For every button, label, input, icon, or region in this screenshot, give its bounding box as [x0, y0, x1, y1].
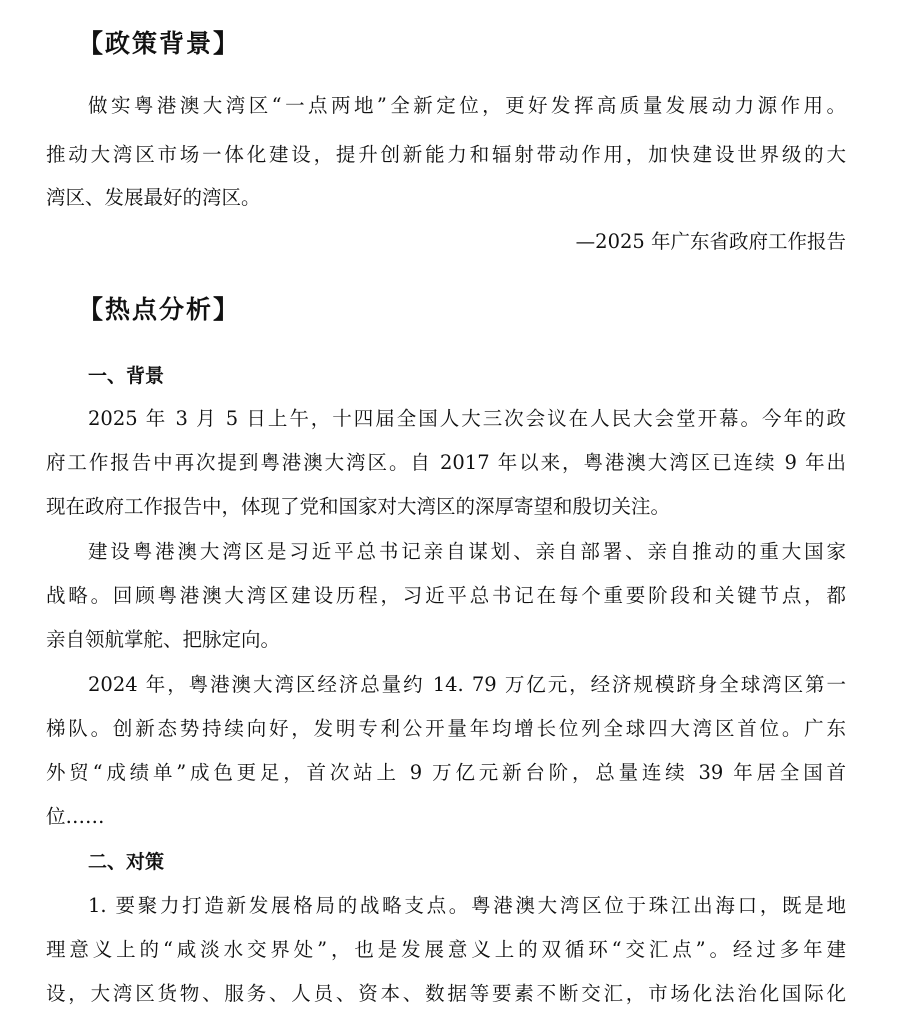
paragraph-line: 建设粤港澳大湾区是习近平总书记亲自谋划、亲自部署、亲自推动的重大国家 [88, 540, 846, 563]
hotspot-analysis-title: 【热点分析】 [78, 295, 241, 324]
paragraph-line: 府工作报告中再次提到粤港澳大湾区。自 2017 年以来，粤港澳大湾区已连续 9 年出 [46, 451, 846, 474]
quote-line: 推动大湾区市场一体化建设，提升创新能力和辐射带动作用，加快建设世界级的大 [46, 143, 846, 166]
policy-background-title: 【政策背景】 [78, 29, 241, 58]
quote-line: 湾区、发展最好的湾区。 [46, 186, 261, 209]
paragraph-line: 2025 年 3 月 5 日上午，十四届全国人大三次会议在人民大会堂开幕。今年的政 [88, 407, 846, 430]
paragraph-line: 战略。回顾粤港澳大湾区建设历程，习近平总书记在每个重要阶段和关键节点，都 [46, 584, 846, 607]
paragraph-line: 1. 要聚力打造新发展格局的战略支点。粤港澳大湾区位于珠江出海口，既是地 [88, 894, 846, 917]
paragraph-line: 理意义上的“咸淡水交界处”，也是发展意义上的双循环“交汇点”。经过多年建 [46, 938, 846, 961]
quote-source: —2025 年广东省政府工作报告 [575, 230, 846, 253]
quote-line: 做实粤港澳大湾区“一点两地”全新定位，更好发挥高质量发展动力源作用。 [88, 94, 846, 117]
paragraph-line: 亲自领航掌舵、把脉定向。 [46, 628, 281, 651]
paragraph-line: 外贸“成绩单”成色更足，首次站上 9 万亿元新台阶，总量连续 39 年居全国首 [46, 761, 846, 784]
paragraph-line: 位…… [46, 805, 105, 828]
paragraph-line: 现在政府工作报告中，体现了党和国家对大湾区的深厚寄望和殷切关注。 [46, 495, 671, 518]
paragraph-line: 梯队。创新态势持续向好，发明专利公开量年均增长位列全球四大湾区首位。广东 [46, 717, 846, 740]
paragraph-line: 设，大湾区货物、服务、人员、资本、数据等要素不断交汇，市场化法治化国际化 [46, 982, 846, 1005]
paragraph-line: 2024 年，粤港澳大湾区经济总量约 14. 79 万亿元，经济规模跻身全球湾区第一 [88, 673, 846, 696]
background-heading: 一、背景 [88, 365, 165, 387]
countermeasures-heading: 二、对策 [88, 851, 165, 873]
